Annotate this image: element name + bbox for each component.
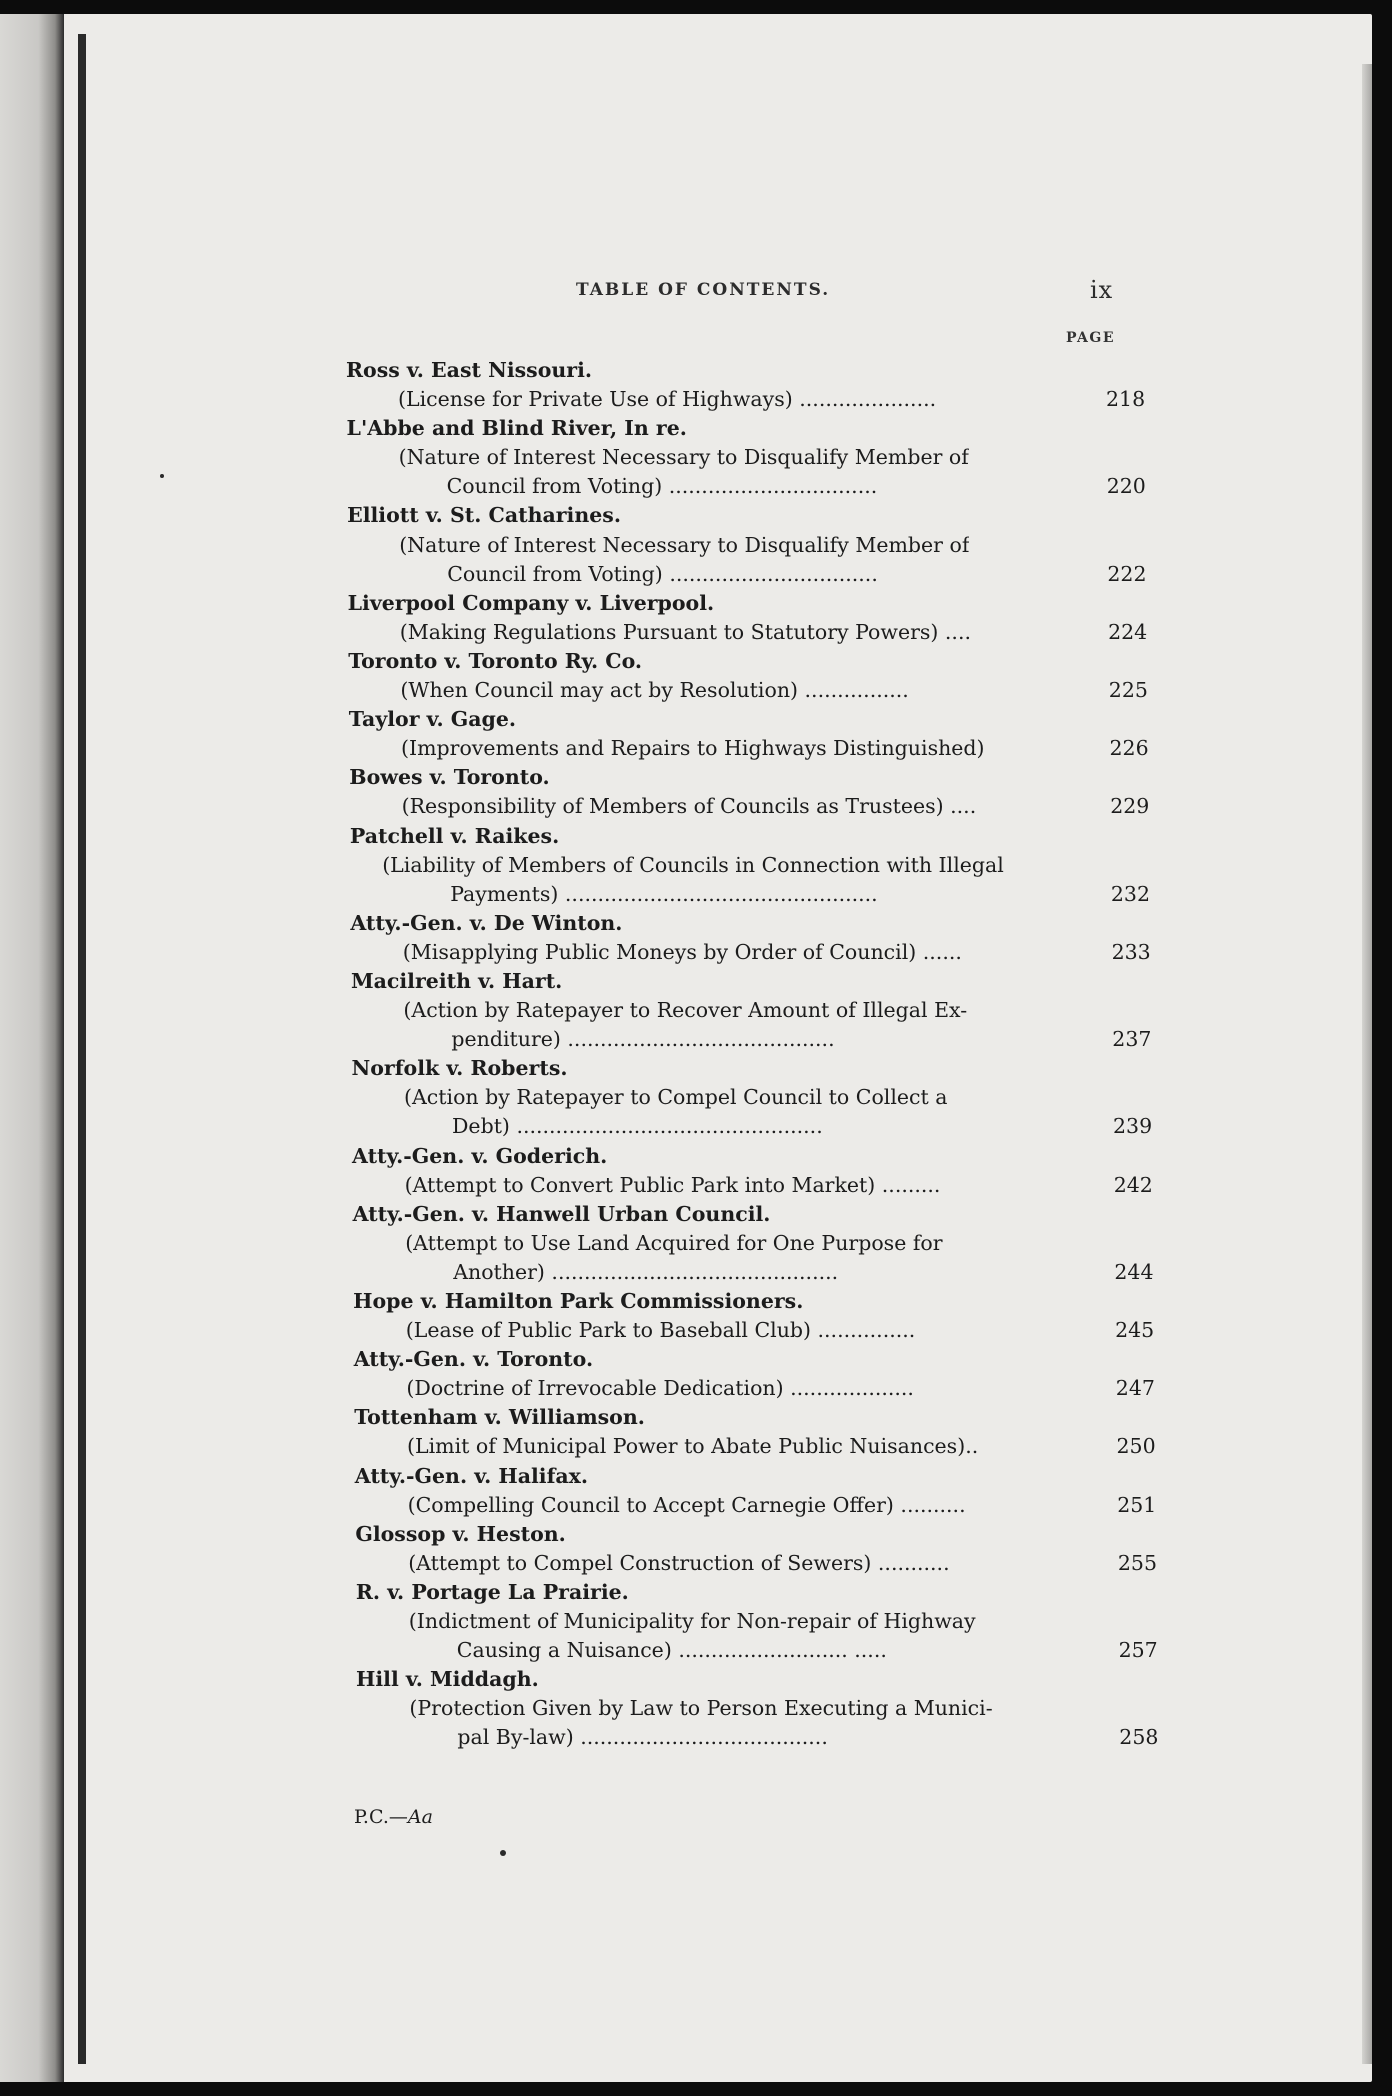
entry-subject-text: (Making Regulations Pursuant to Statutory Powers) .... (399, 619, 971, 644)
entry-page-number: 258 (1119, 1725, 1159, 1750)
entry-subject (346, 443, 1146, 472)
entry-subject-text: (Attempt to Use Land Acquired for One Purpose for (405, 1230, 943, 1255)
page-gutter (0, 14, 64, 2082)
entry-subject-text: (Action by Ratepayer to Recover Amount of Illegal Ex- (403, 998, 968, 1023)
entry-subject-text: (Improvements and Repairs to Highways Distinguished) (401, 736, 985, 761)
entry-case-title: Atty.-Gen. v. De Winton. (350, 910, 623, 935)
entry-case-title: Glossop v. Heston. (355, 1521, 566, 1546)
entry-page-number: 222 (1107, 561, 1147, 586)
entry-subject-text: (Attempt to Convert Public Park into Market) ......... (404, 1172, 941, 1197)
entry-subject (346, 1432, 1156, 1461)
page-column-label: PAGE (1066, 330, 1115, 346)
entry-page-number: 229 (1110, 794, 1150, 819)
entry-subject-text: (Compelling Council to Accept Carnegie Offer) .......... (407, 1492, 966, 1517)
entry-page-number: 242 (1113, 1172, 1153, 1197)
entry-page-number: 224 (1108, 619, 1148, 644)
entry-case-title: Ross v. East Nissouri. (346, 358, 593, 382)
entry-subject-text: (Responsibility of Members of Councils as Trustees) .... (401, 794, 977, 819)
entry-subject-continued (346, 1636, 1158, 1665)
entry-page-number: 247 (1115, 1376, 1155, 1401)
entry-page-number: 226 (1109, 736, 1149, 761)
entry-case-title: Patchell v. Raikes. (349, 823, 560, 848)
entry-page-number: 250 (1116, 1434, 1156, 1459)
entry-page-number: 225 (1108, 678, 1148, 703)
entry-subject-text: (Indictment of Municipality for Non-repair of Highway (408, 1609, 976, 1634)
page-right-edge (1362, 64, 1372, 2064)
entry-subject-text: (Liability of Members of Councils in Connection with Illegal (382, 852, 1004, 877)
entry-subject-text: (Action by Ratepayer to Compel Council to Collect a (404, 1085, 948, 1110)
entry-subject-continued (346, 1025, 1152, 1054)
entry-subject (346, 385, 1146, 414)
entry-subject (346, 1171, 1153, 1200)
folio-number: ix (1090, 276, 1114, 304)
entry-subject-text: (Protection Given by Law to Person Executing a Munici- (409, 1696, 993, 1721)
entry-subject-continued (346, 560, 1146, 589)
entry-case-title: Macilreith v. Hart. (350, 968, 563, 993)
entry-subject-text: penditure) ......................................... (451, 1027, 835, 1052)
entry-subject-text: (When Council may act by Resolution) ................ (400, 678, 909, 703)
entry-subject-text: (Doctrine of Irrevocable Dedication) ................... (406, 1376, 914, 1401)
entry-page-number: 220 (1106, 474, 1146, 499)
ink-speck (500, 1850, 506, 1856)
entry-case-title: Atty.-Gen. v. Hanwell Urban Council. (352, 1201, 771, 1226)
entry-subject (346, 1316, 1155, 1345)
entry-subject-text: Council from Voting) ................................ (446, 474, 878, 499)
binding-edge (78, 34, 86, 2064)
entry-subject (346, 996, 1146, 1025)
entry-subject-continued (346, 472, 1146, 501)
signature-prefix: P.C.— (354, 1806, 408, 1828)
entry-subject (346, 1374, 1155, 1403)
entry-subject-text: (License for Private Use of Highways) ..................... (398, 387, 937, 412)
entry-page-number: 233 (1111, 939, 1151, 964)
entry-case-title: Atty.-Gen. v. Halifax. (354, 1463, 589, 1488)
entry-case-title: R. v. Portage La Prairie. (355, 1579, 629, 1604)
entry-subject-continued (346, 1723, 1159, 1752)
running-head-title: TABLE OF CONTENTS. (576, 280, 831, 300)
entry-subject-text: (Misapplying Public Moneys by Order of Council) ...... (402, 939, 962, 964)
entry-subject (346, 1083, 1146, 1112)
entry-subject-continued (346, 880, 1151, 909)
entry-subject (346, 1549, 1158, 1578)
entry-subject (346, 851, 1146, 880)
entry-subject-text: Council from Voting) ................................ (447, 561, 878, 586)
entry-page-number: 218 (1106, 387, 1146, 412)
entry-subject (346, 734, 1149, 763)
entry-page-number: 257 (1118, 1638, 1158, 1663)
signature-mark (354, 1806, 433, 1828)
entry-subject-continued (346, 1258, 1154, 1287)
entry-subject (346, 676, 1146, 705)
entry-case-title: Atty.-Gen. v. Toronto. (353, 1347, 594, 1372)
entry-page-number: 232 (1110, 881, 1151, 906)
entry-subject (346, 1229, 1146, 1258)
running-head (560, 276, 1120, 306)
entry-page-number: 255 (1117, 1550, 1158, 1575)
entry-subject-continued (346, 1112, 1153, 1141)
signature-letters: Aa (407, 1806, 433, 1828)
entry-case-title: Atty.-Gen. v. Goderich. (352, 1143, 608, 1168)
entry-page-number: 237 (1112, 1027, 1152, 1052)
entry-subject-text: Payments) ................................................ (450, 881, 878, 906)
entry-case-title: Elliott v. St. Catharines. (347, 503, 621, 528)
entry-page-number: 239 (1113, 1114, 1153, 1139)
entry-subject (346, 1694, 1146, 1723)
entry-subject (346, 1607, 1146, 1636)
entry-subject (346, 1491, 1157, 1520)
entry-case-title: Toronto v. Toronto Ry. Co. (348, 648, 643, 673)
entry-subject-text: (Lease of Public Park to Baseball Club) ............... (405, 1318, 916, 1343)
entry-subject (346, 792, 1150, 821)
entry-subject (346, 938, 1151, 967)
entry-case-title: Hill v. Middagh. (356, 1667, 539, 1692)
entry-case-title: Bowes v. Toronto. (349, 765, 550, 790)
entry-subject-text: Debt) ............................................... (452, 1114, 823, 1139)
entry-subject-text: (Nature of Interest Necessary to Disqualify Member of (399, 532, 970, 557)
entry-subject-text: pal By-law) ...................................... (457, 1725, 828, 1750)
entry-case-title: Taylor v. Gage. (348, 707, 517, 732)
book-page (0, 14, 1372, 2082)
entry-page-number: 251 (1117, 1492, 1157, 1517)
entry-case-title: Liverpool Company v. Liverpool. (347, 590, 715, 615)
entry-subject-text: (Limit of Municipal Power to Abate Public Nuisances).. (407, 1434, 979, 1459)
entry-subject (346, 531, 1146, 560)
entry-subject-text: Causing a Nuisance) .......................... ..... (456, 1638, 887, 1663)
entry-subject-text: Another) ............................................ (453, 1259, 839, 1284)
entry-subject-text: (Nature of Interest Necessary to Disqualify Member of (398, 445, 969, 470)
entry-case-title: L'Abbe and Blind River, In re. (346, 416, 687, 441)
entry-case-title: Tottenham v. Williamson. (354, 1405, 645, 1430)
entry-page-number: 245 (1115, 1318, 1155, 1343)
entry-subject-text: (Attempt to Compel Construction of Sewers) ........... (408, 1550, 950, 1575)
entry-case-title: Hope v. Hamilton Park Commissioners. (353, 1289, 804, 1313)
ink-speck (160, 474, 164, 478)
entry-case-title: Norfolk v. Roberts. (351, 1056, 568, 1081)
contents-list (346, 356, 1159, 1753)
entry-page-number: 244 (1114, 1259, 1154, 1284)
entry-subject (346, 618, 1146, 647)
